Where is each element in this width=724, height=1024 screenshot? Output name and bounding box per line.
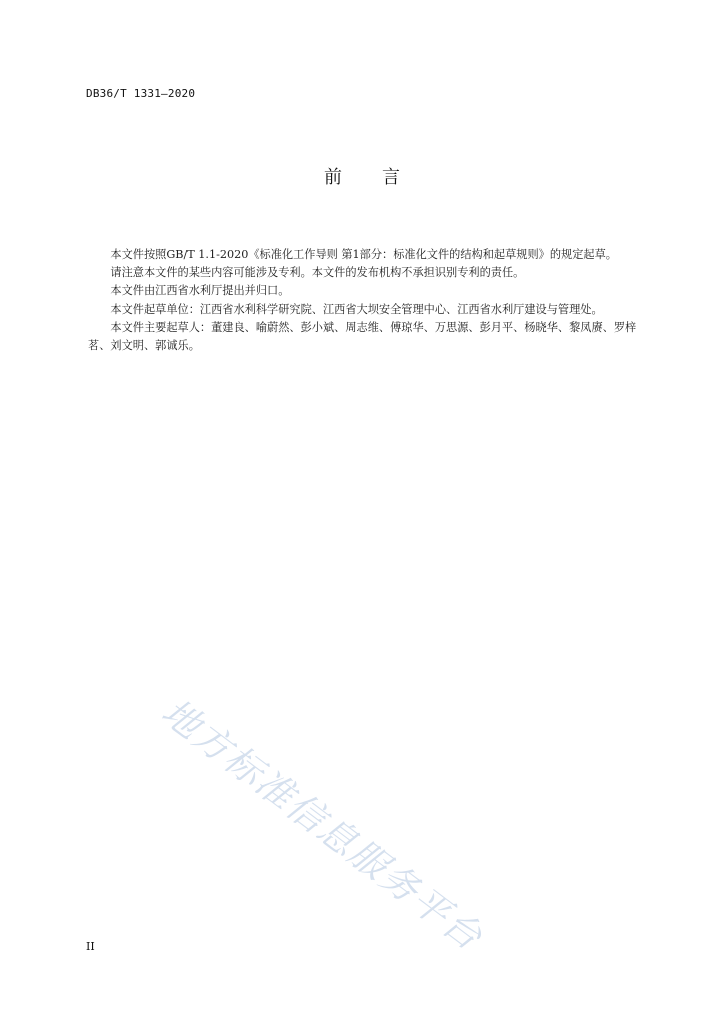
title-char-2: 言 — [382, 167, 400, 188]
document-code: DB36/T 1331—2020 — [86, 87, 196, 100]
foreword-body — [88, 246, 658, 355]
page-title — [0, 163, 724, 189]
paragraph-drafting-basis: 本文件按照GB/T 1.1-2020《标准化工作导则 第1部分：标准化文件的结构和起草规则》的规定起草。 — [110, 248, 617, 261]
watermark: 地方标准信息服务平台 — [153, 690, 492, 960]
paragraph-drafters: 本文件主要起草人：董建良、喻蔚然、彭小斌、周志维、傅琼华、万思源、彭月平、杨晓华、黎凤赓、罗梓茗、刘文明、郭诚乐。 — [88, 320, 637, 353]
paragraph-drafting-units: 本文件起草单位：江西省水利科学研究院、江西省大坝安全管理中心、江西省水利厅建设与管理处。 — [110, 302, 603, 316]
title-char-1: 前 — [324, 167, 342, 188]
paragraph-proposer: 本文件由江西省水利厅提出并归口。 — [110, 284, 290, 298]
paragraph-patent-notice: 请注意本文件的某些内容可能涉及专利。本文件的发布机构不承担识别专利的责任。 — [110, 266, 525, 280]
page-number: II — [86, 940, 95, 953]
